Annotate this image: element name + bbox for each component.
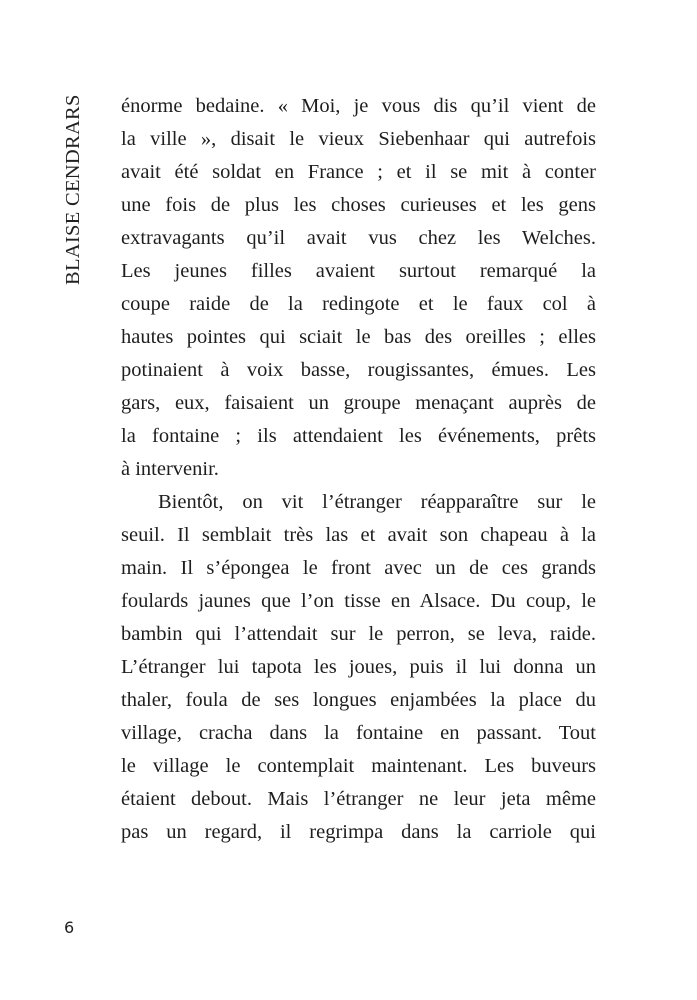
text-line: une fois de plus les choses curieuses et les gens xyxy=(121,194,596,216)
text-line: à intervenir. xyxy=(121,458,219,480)
text-line: L’étranger lui tapota les joues, puis il lui donna un xyxy=(121,656,596,678)
page-number: 6 xyxy=(64,918,75,937)
text-line: village, cracha dans la fontaine en passant. Tout xyxy=(121,722,596,744)
paragraph-1 xyxy=(121,90,596,486)
text-line: hautes pointes qui sciait le bas des oreilles ; elles xyxy=(121,326,596,348)
text-line: seuil. Il semblait très las et avait son chapeau à la xyxy=(121,524,596,546)
text-line: main. Il s’épongea le front avec un de ces grands xyxy=(121,557,596,579)
text-line: Les jeunes filles avaient surtout remarqué la xyxy=(121,260,596,282)
text-line: extravagants qu’il avait vus chez les Welches. xyxy=(121,227,596,249)
text-line: avait été soldat en France ; et il se mit à conter xyxy=(121,161,596,183)
text-line: étaient debout. Mais l’étranger ne leur jeta même xyxy=(121,788,596,810)
text-line: Bientôt, on vit l’étranger réapparaître sur le xyxy=(158,491,596,513)
text-line: pas un regard, il regrimpa dans la carriole qui xyxy=(121,821,596,843)
text-line: la fontaine ; ils attendaient les événements, prêts xyxy=(121,425,596,447)
text-line: le village le contemplait maintenant. Les buveurs xyxy=(121,755,596,777)
text-line: coupe raide de la redingote et le faux col à xyxy=(121,293,596,315)
running-head-author: BLAISE CENDRARS xyxy=(62,94,84,285)
text-line: bambin qui l’attendait sur le perron, se leva, raide. xyxy=(121,623,596,645)
body-text xyxy=(121,90,596,849)
paragraph-2 xyxy=(121,486,596,849)
text-line: potinaient à voix basse, rougissantes, émues. Les xyxy=(121,359,596,381)
text-line: thaler, foula de ses longues enjambées la place du xyxy=(121,689,596,711)
text-line: énorme bedaine. « Moi, je vous dis qu’il vient de xyxy=(121,95,596,117)
text-line: foulards jaunes que l’on tisse en Alsace. Du coup, le xyxy=(121,590,596,612)
text-line: gars, eux, faisaient un groupe menaçant auprès de xyxy=(121,392,596,414)
text-line: la ville », disait le vieux Siebenhaar qui autrefois xyxy=(121,128,596,150)
